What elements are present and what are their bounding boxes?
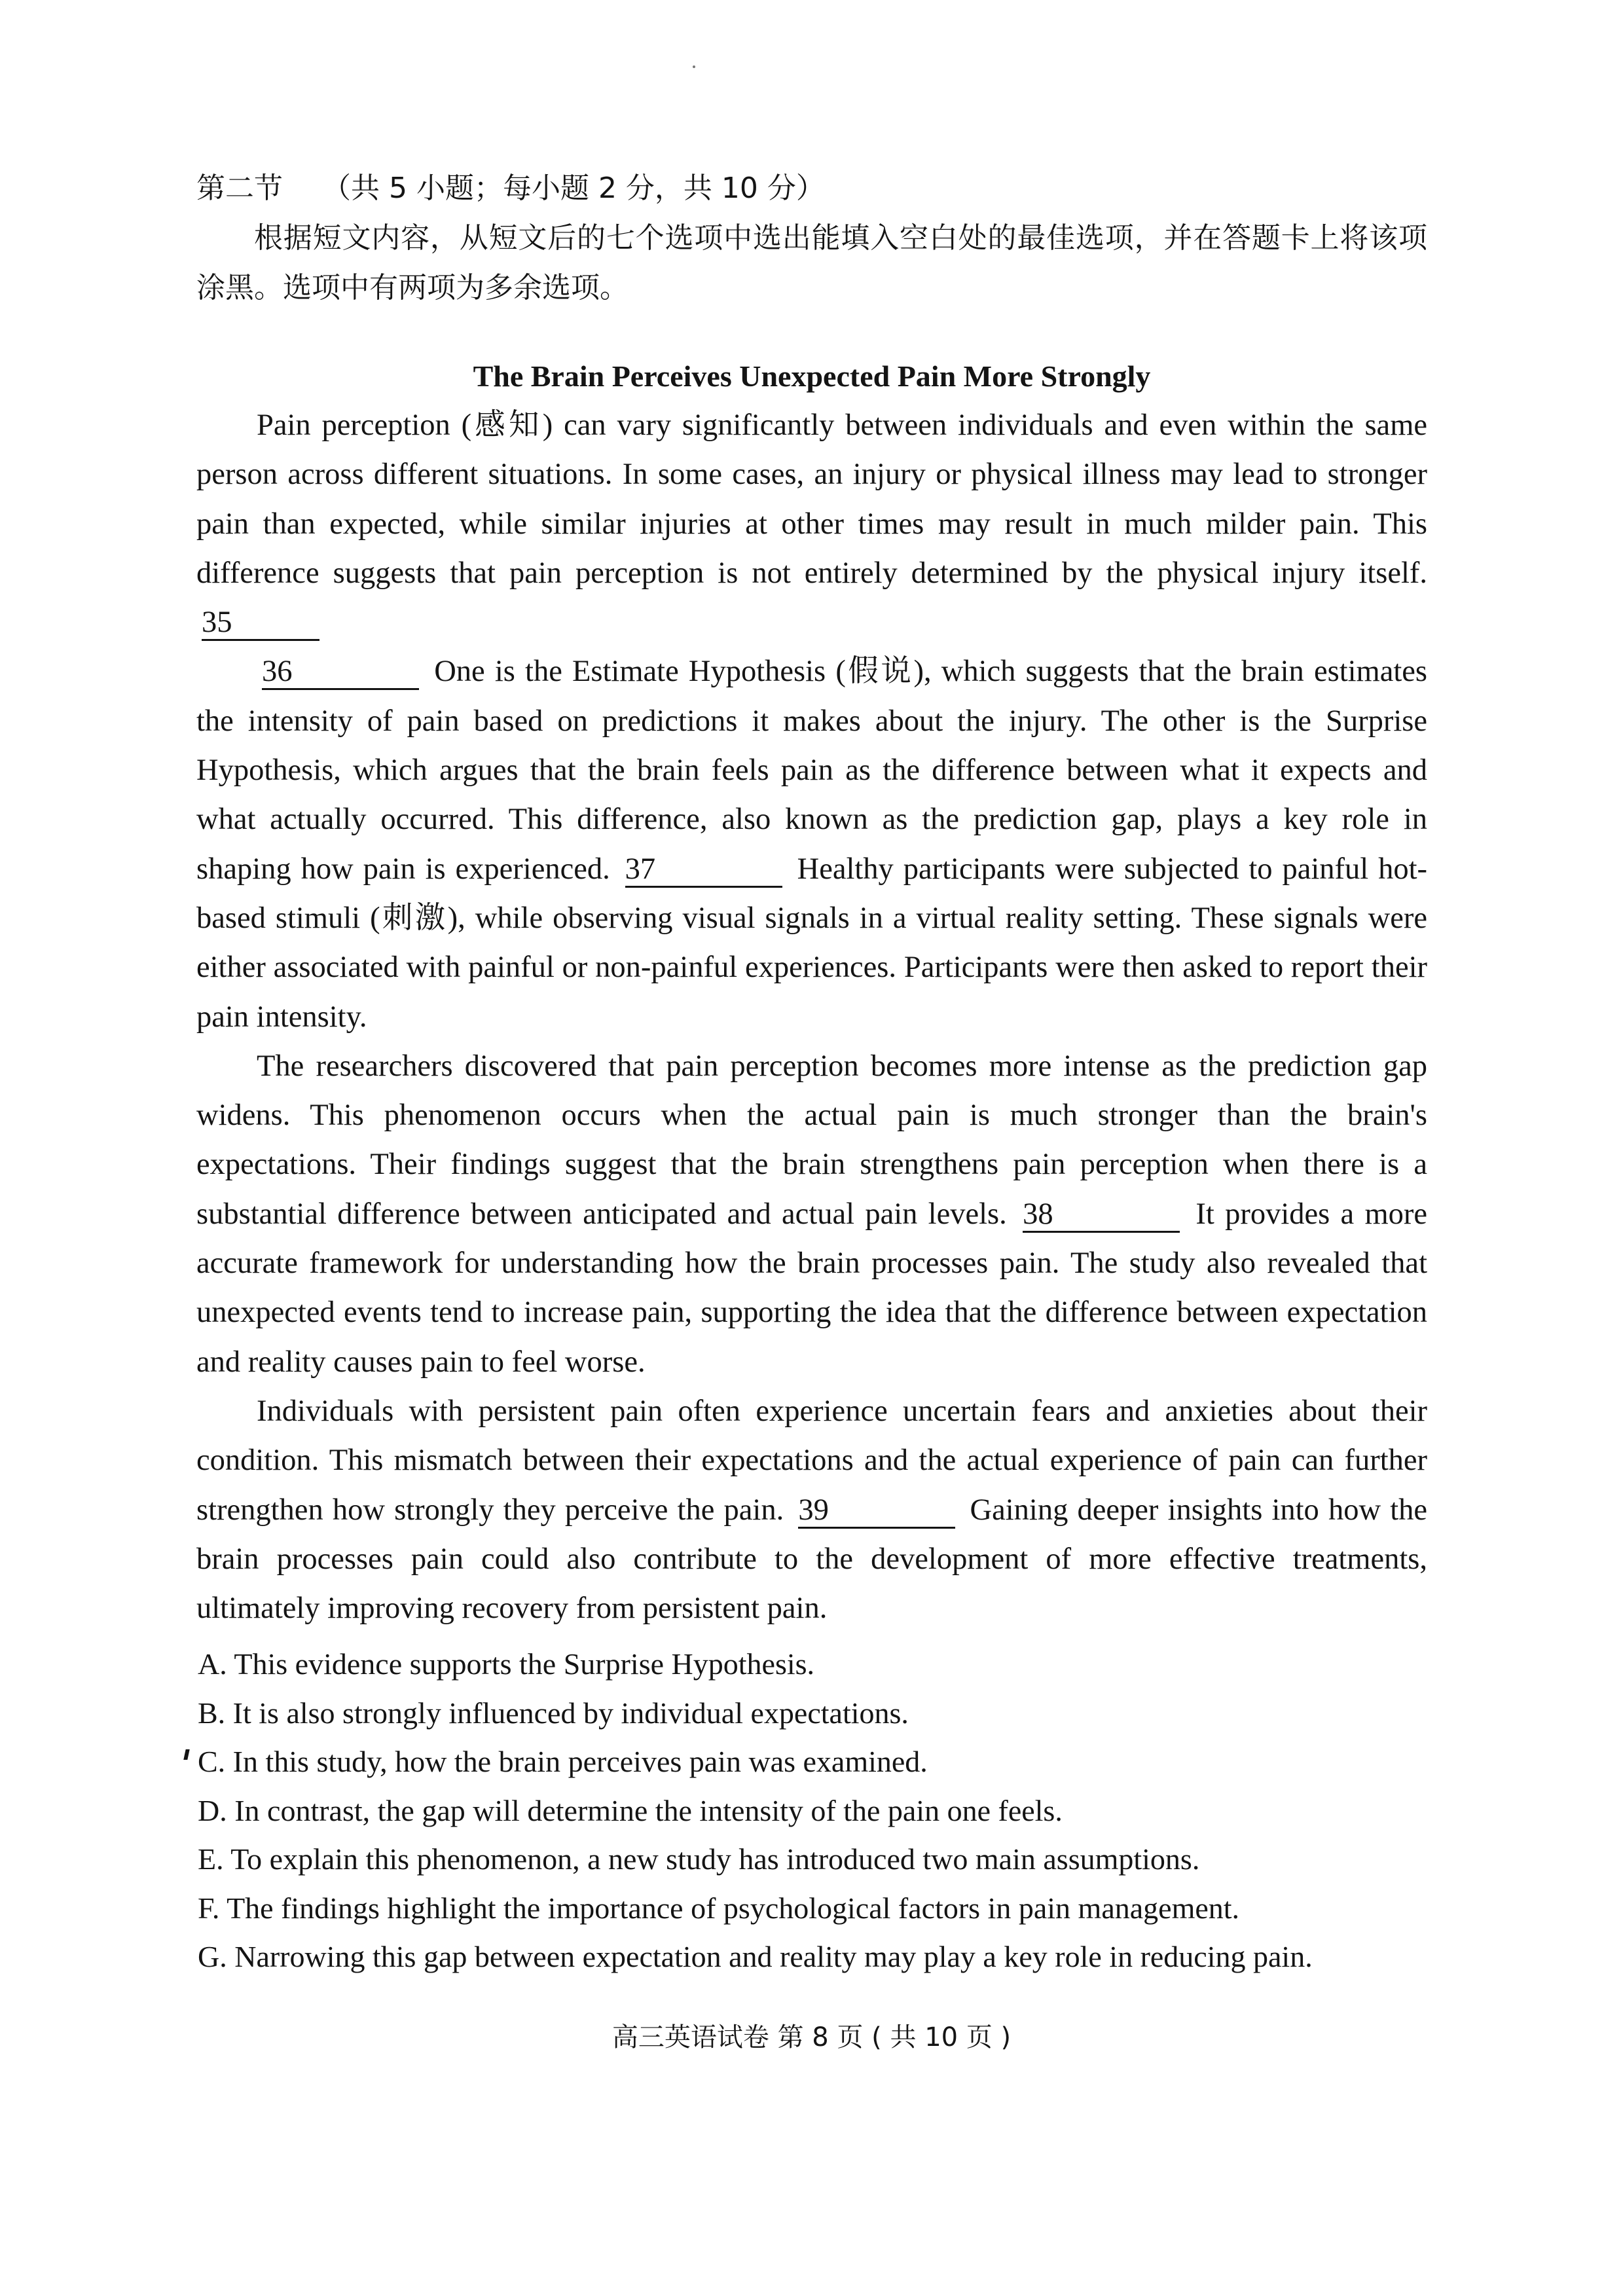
option-e: E. To explain this phenomenon, a new study has introduced two main assumptions. [198, 1842, 1200, 1876]
paragraph-4-text-b: Gaining deeper insights into how the brain processes pain could also contribute to the development of more effective treatments, ultimately improving recovery from persistent pain. [196, 1493, 1428, 1626]
option-c-text: C. In this study, how the brain perceives pain was examined. [198, 1745, 928, 1778]
passage-title: The Brain Perceives Unexpected Pain More Strongly [473, 359, 1151, 393]
paragraph-2 [196, 647, 1427, 1041]
section-note: （共 5 小题；每小题 2 分，共 10 分） [322, 172, 825, 205]
paragraph-2-text-a: One is the Estimate Hypothesis (假说), which suggests that the brain estimates the intensity of pain based on predictions it makes about the injury. The other is the Surprise Hypothesis, which argues that the brain feels pain as the difference between what it expects and what actually occurred. This difference, also known as the prediction gap, plays a key role in shaping how pain is experienced. [196, 655, 1427, 886]
section-header [196, 164, 825, 213]
page-footer: 高三英语试卷 第 8 页 ( 共 10 页 ) [611, 2022, 1012, 2052]
blank-35: 35 [202, 606, 319, 641]
blank-36: 36 [262, 655, 419, 690]
paragraph-4-text-a: Individuals with persistent pain often experience uncertain fears and anxieties about their condition. This mismatch between their expectations and the actual experience of pain can further strengthen how strongly they perceive the pain. [196, 1394, 1427, 1527]
section-label: 第二节 [196, 172, 283, 205]
pen-mark [183, 1749, 189, 1760]
blank-38: 38 [1023, 1198, 1180, 1233]
paragraph-1 [196, 401, 1427, 647]
option-c [198, 1738, 1442, 1787]
paragraph-3-text-a: The researchers discovered that pain perception becomes more intense as the prediction gap widens. This phenomenon occurs when the actual pain is much stronger than the brain's expectations. Their findings suggest that the brain strengthens pain perception when there is a substantial difference between anticipated and actual pain levels. [196, 1049, 1427, 1231]
section-instructions: 根据短文内容，从短文后的七个选项中选出能填入空白处的最佳选项，并在答题卡上将该项涂黑。选项中有两项为多余选项。 [196, 221, 1427, 304]
option-g: G. Narrowing this gap between expectation and reality may play a key role in reducing pain. [198, 1940, 1313, 1973]
paragraph-3 [196, 1042, 1427, 1387]
option-f: F. The findings highlight the importance of psychological factors in pain management. [198, 1891, 1240, 1925]
paragraph-2-text-b: Healthy participants were subjected to painful hot-based stimuli (刺激), while observing visual signals in a virtual reality setting. These signals were either associated with painful or non-painful experiences. Participants were then asked to report their pain intensity. [196, 852, 1428, 1034]
option-b: B. It is also strongly influenced by individual expectations. [198, 1696, 909, 1730]
option-a: A. This evidence supports the Surprise Hypothesis. [198, 1647, 815, 1681]
options-list [198, 1640, 1442, 1982]
blank-39: 39 [798, 1494, 955, 1529]
paragraph-1-text: Pain perception (感知) can vary significantly between individuals and even within the same person across different situations. In some cases, an injury or physical illness may lead to stronger pain than expected, while similar injuries at other times may result in much milder pain. This difference suggests that pain perception is not entirely determined by the physical injury itself. [196, 409, 1427, 590]
paragraph-3-text-b: It provides a more accurate framework for understanding how the brain processes pain. The study also revealed that unexpected events tend to increase pain, supporting the idea that the difference between expectation and reality causes pain to feel worse. [196, 1197, 1428, 1379]
scan-speck [693, 65, 695, 68]
option-d: D. In contrast, the gap will determine the intensity of the pain one feels. [198, 1793, 1063, 1827]
paragraph-4 [196, 1387, 1427, 1633]
passage-body [196, 401, 1427, 1633]
blank-37: 37 [625, 853, 782, 888]
